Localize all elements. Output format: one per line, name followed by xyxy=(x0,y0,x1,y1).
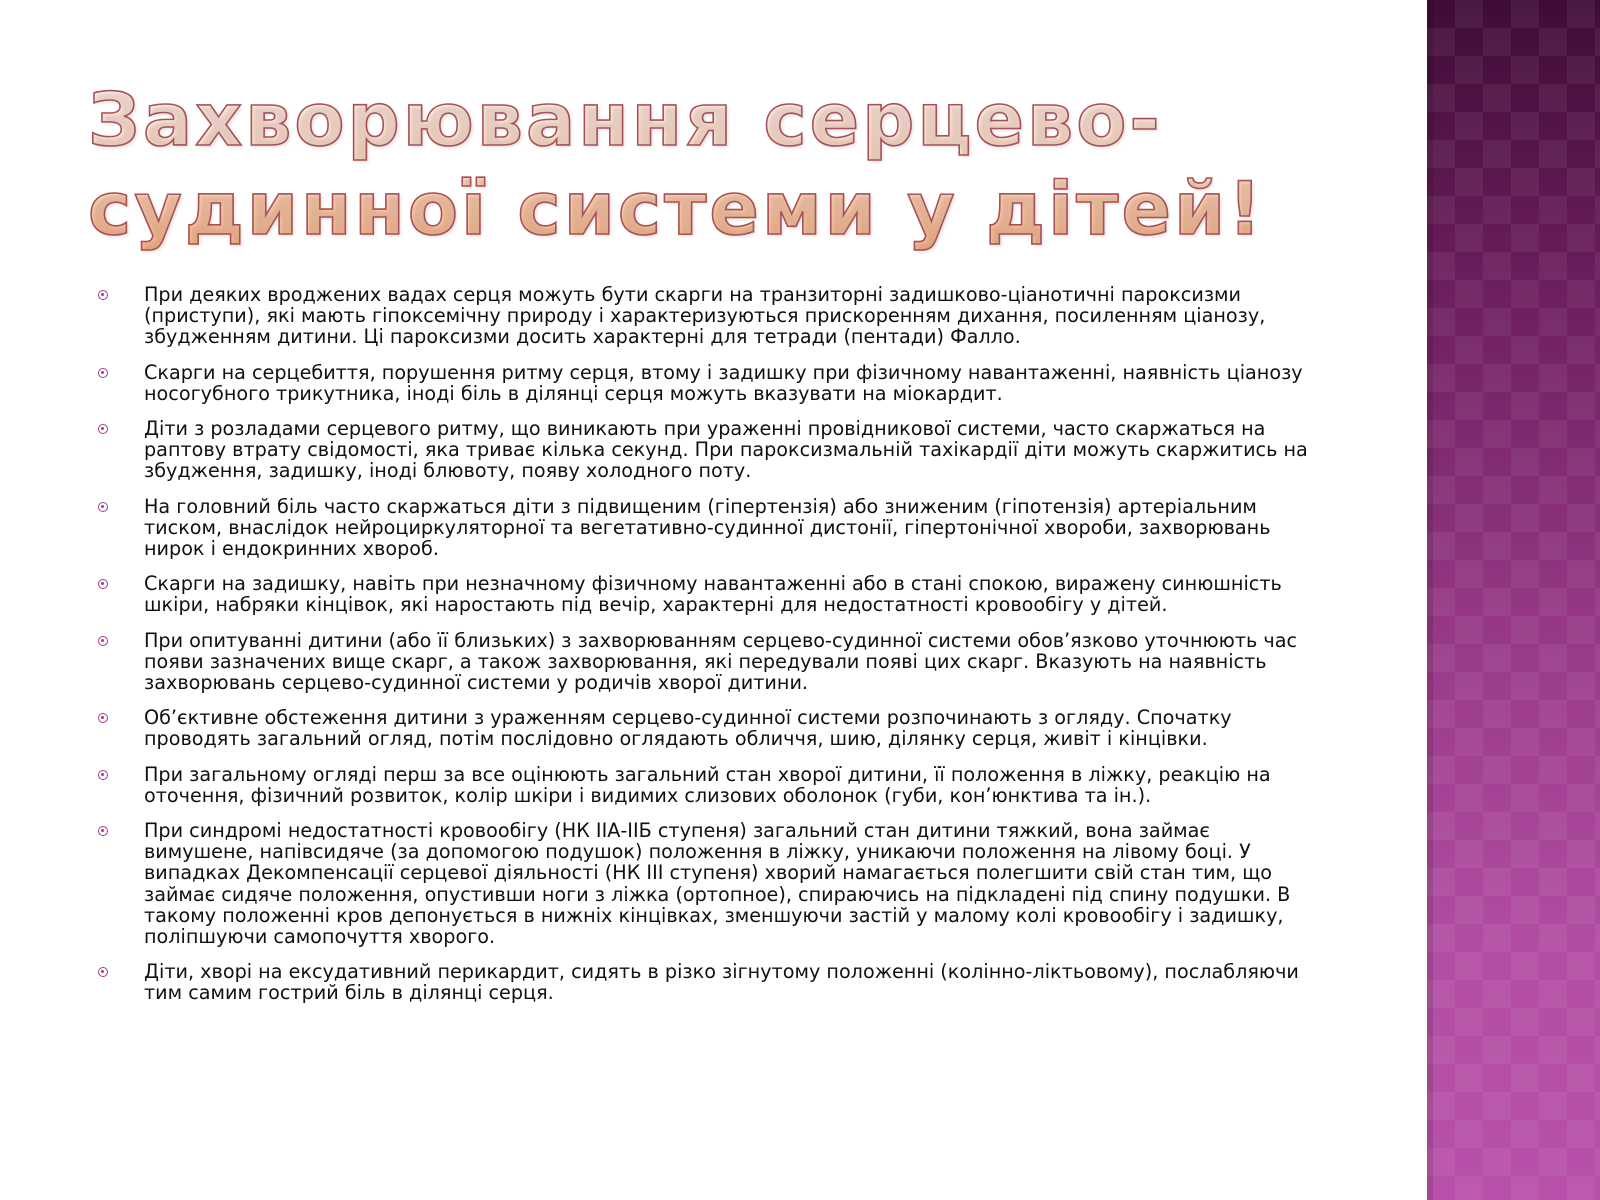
bullet-text: Діти з розладами серцевого ритму, що виникають при ураженні провідникової системи, часто скаржаться на раптову втрату свідомості, яка триває кілька секунд. При пароксизмальній тахікардії діти можуть скаржитись на збудження, задишку, іноді блювоту, появу холодного поту. xyxy=(144,417,1308,483)
bullet-item xyxy=(96,496,1321,560)
circled-dot-bullet-icon xyxy=(98,967,108,977)
bullet-list xyxy=(96,284,1321,1018)
bullet-text: При деяких вроджених вадах серця можуть бути скарги на транзиторні задишково-ціанотичні пароксизми (приступи), які мають гіпоксемічну природу і характеризуються прискоренням дихання, посиленням ціанозу, збудженням дитини. Ці пароксизми досить характерні для тетради (пентади) Фалло. xyxy=(144,283,1266,349)
bullet-item xyxy=(96,573,1321,615)
circled-dot-bullet-icon xyxy=(98,368,108,378)
circled-dot-bullet-icon xyxy=(98,713,108,723)
circled-dot-bullet-icon xyxy=(98,826,108,836)
bullet-item xyxy=(96,764,1321,806)
bullet-item xyxy=(96,418,1321,482)
bullet-item xyxy=(96,284,1321,348)
bullet-item xyxy=(96,820,1321,947)
bullet-item xyxy=(96,630,1321,694)
circled-dot-bullet-icon xyxy=(98,579,108,589)
bullet-text: На головний біль часто скаржаться діти з підвищеним (гіпертензія) або зниженим (гіпотензія) артеріальним тиском, внаслідок нейроциркуляторної та вегетативно-судинної дистонії, гіпертонічної хвороби, захворювань нирок і ендокринних хвороб. xyxy=(144,494,1271,561)
circled-dot-bullet-icon xyxy=(98,636,108,646)
bullet-text: Скарги на задишку, навіть при незначному фізичному навантаженні або в стані спокою, виражену синюшність шкіри, набряки кінцівок, які наростають під вечір, характерні для недостатності кровообігу у дітей. xyxy=(144,572,1282,617)
bullet-item xyxy=(96,362,1321,404)
slide-title: Захворювання серцево-судинної системи у дітей! xyxy=(88,76,1408,254)
bullet-text: Скарги на серцебиття, порушення ритму серця, втому і задишку при фізичному навантаженні, наявність ціанозу носогубного трикутника, іноді біль в ділянці серця можуть вказувати на міокардит. xyxy=(144,360,1303,405)
bullet-text: Діти, хворі на ексудативний перикардит, сидять в різко зігнутому положенні (колінно-ліктьовому), послабляючи тим самим гострий біль в ділянці серця. xyxy=(144,960,1299,1005)
circled-dot-bullet-icon xyxy=(98,502,108,512)
bullet-text: Об’єктивне обстеження дитини з ураженням серцево-судинної системи розпочинають з огляду. Спочатку проводять загальний огляд, потім послідовно оглядають обличчя, шию, ділянку серця, живіт і кінцівки. xyxy=(144,706,1232,751)
bullet-item xyxy=(96,961,1321,1003)
bullet-text: При загальному огляді перш за все оцінюють загальний стан хворої дитини, її положення в ліжку, реакцію на оточення, фізичний розвиток, колір шкіри і видимих слизових оболонок (губи, кон’юнктива та ін.). xyxy=(144,762,1271,807)
bullet-text: При синдромі недостатності кровообігу (НК IIА-IIБ ступеня) загальний стан дитини тяжкий, вона займає вимушене, напівсидяче (за допомогою подушок) положення в ліжку, уникаючи положення на лівому боці. У випадках Декомпенсації серцевої діяльності (НК III ступеня) хворий намагається полегшити свій стан тим, що займає сидяче положення, опустивши ноги з ліжка (ортопное), спираючись на підкладені під спину подушки. В такому положенні кров депонується в нижніх кінцівках, зменшуючи застій у малому колі кровообігу і задишку, поліпшуючи самопочуття хворого. xyxy=(144,819,1291,949)
decorative-side-panel xyxy=(1427,0,1600,1200)
circled-dot-bullet-icon xyxy=(98,424,108,434)
circled-dot-bullet-icon xyxy=(98,290,108,300)
bullet-item xyxy=(96,707,1321,749)
circled-dot-bullet-icon xyxy=(98,770,108,780)
bullet-text: При опитуванні дитини (або її близьких) з захворюванням серцево-судинної системи обов’язково уточнюють час появи зазначених вище скарг, а також захворювання, які передували появі цих скарг. Вказують на наявність захворювань серцево-судинної системи у родичів хворої дитини. xyxy=(144,628,1298,695)
